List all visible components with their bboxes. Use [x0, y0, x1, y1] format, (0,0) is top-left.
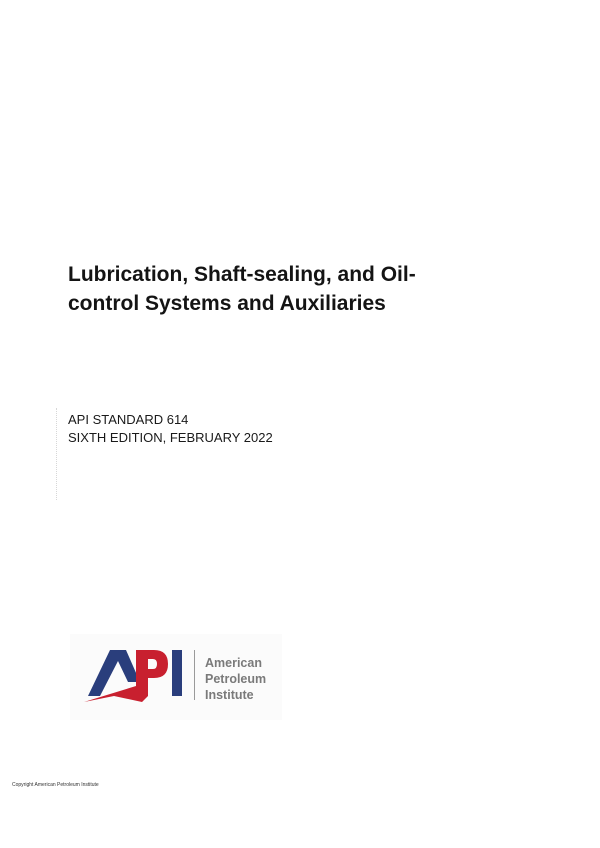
organization-name	[205, 655, 266, 703]
organization-name-line-2: Petroleum	[205, 672, 267, 686]
organization-name-line-1: American	[205, 656, 262, 670]
api-logo-p-shape	[136, 650, 168, 696]
api-logo-i-shape	[172, 650, 182, 696]
standard-number: API STANDARD 614	[68, 412, 189, 427]
document-title-line-2: control Systems and Auxiliaries	[68, 292, 386, 315]
copyright-footer: Copyright American Petroleum Institute	[12, 782, 99, 788]
document-title-line-1: Lubrication, Shaft-sealing, and Oil-	[68, 263, 416, 286]
api-logo-mark-icon	[70, 634, 194, 720]
organization-name-line-3: Institute	[205, 688, 254, 702]
edition-date: SIXTH EDITION, FEBRUARY 2022	[68, 430, 273, 445]
edition-block	[68, 411, 273, 447]
document-title	[68, 260, 508, 318]
margin-marks	[56, 408, 61, 500]
logo-divider	[194, 650, 195, 700]
